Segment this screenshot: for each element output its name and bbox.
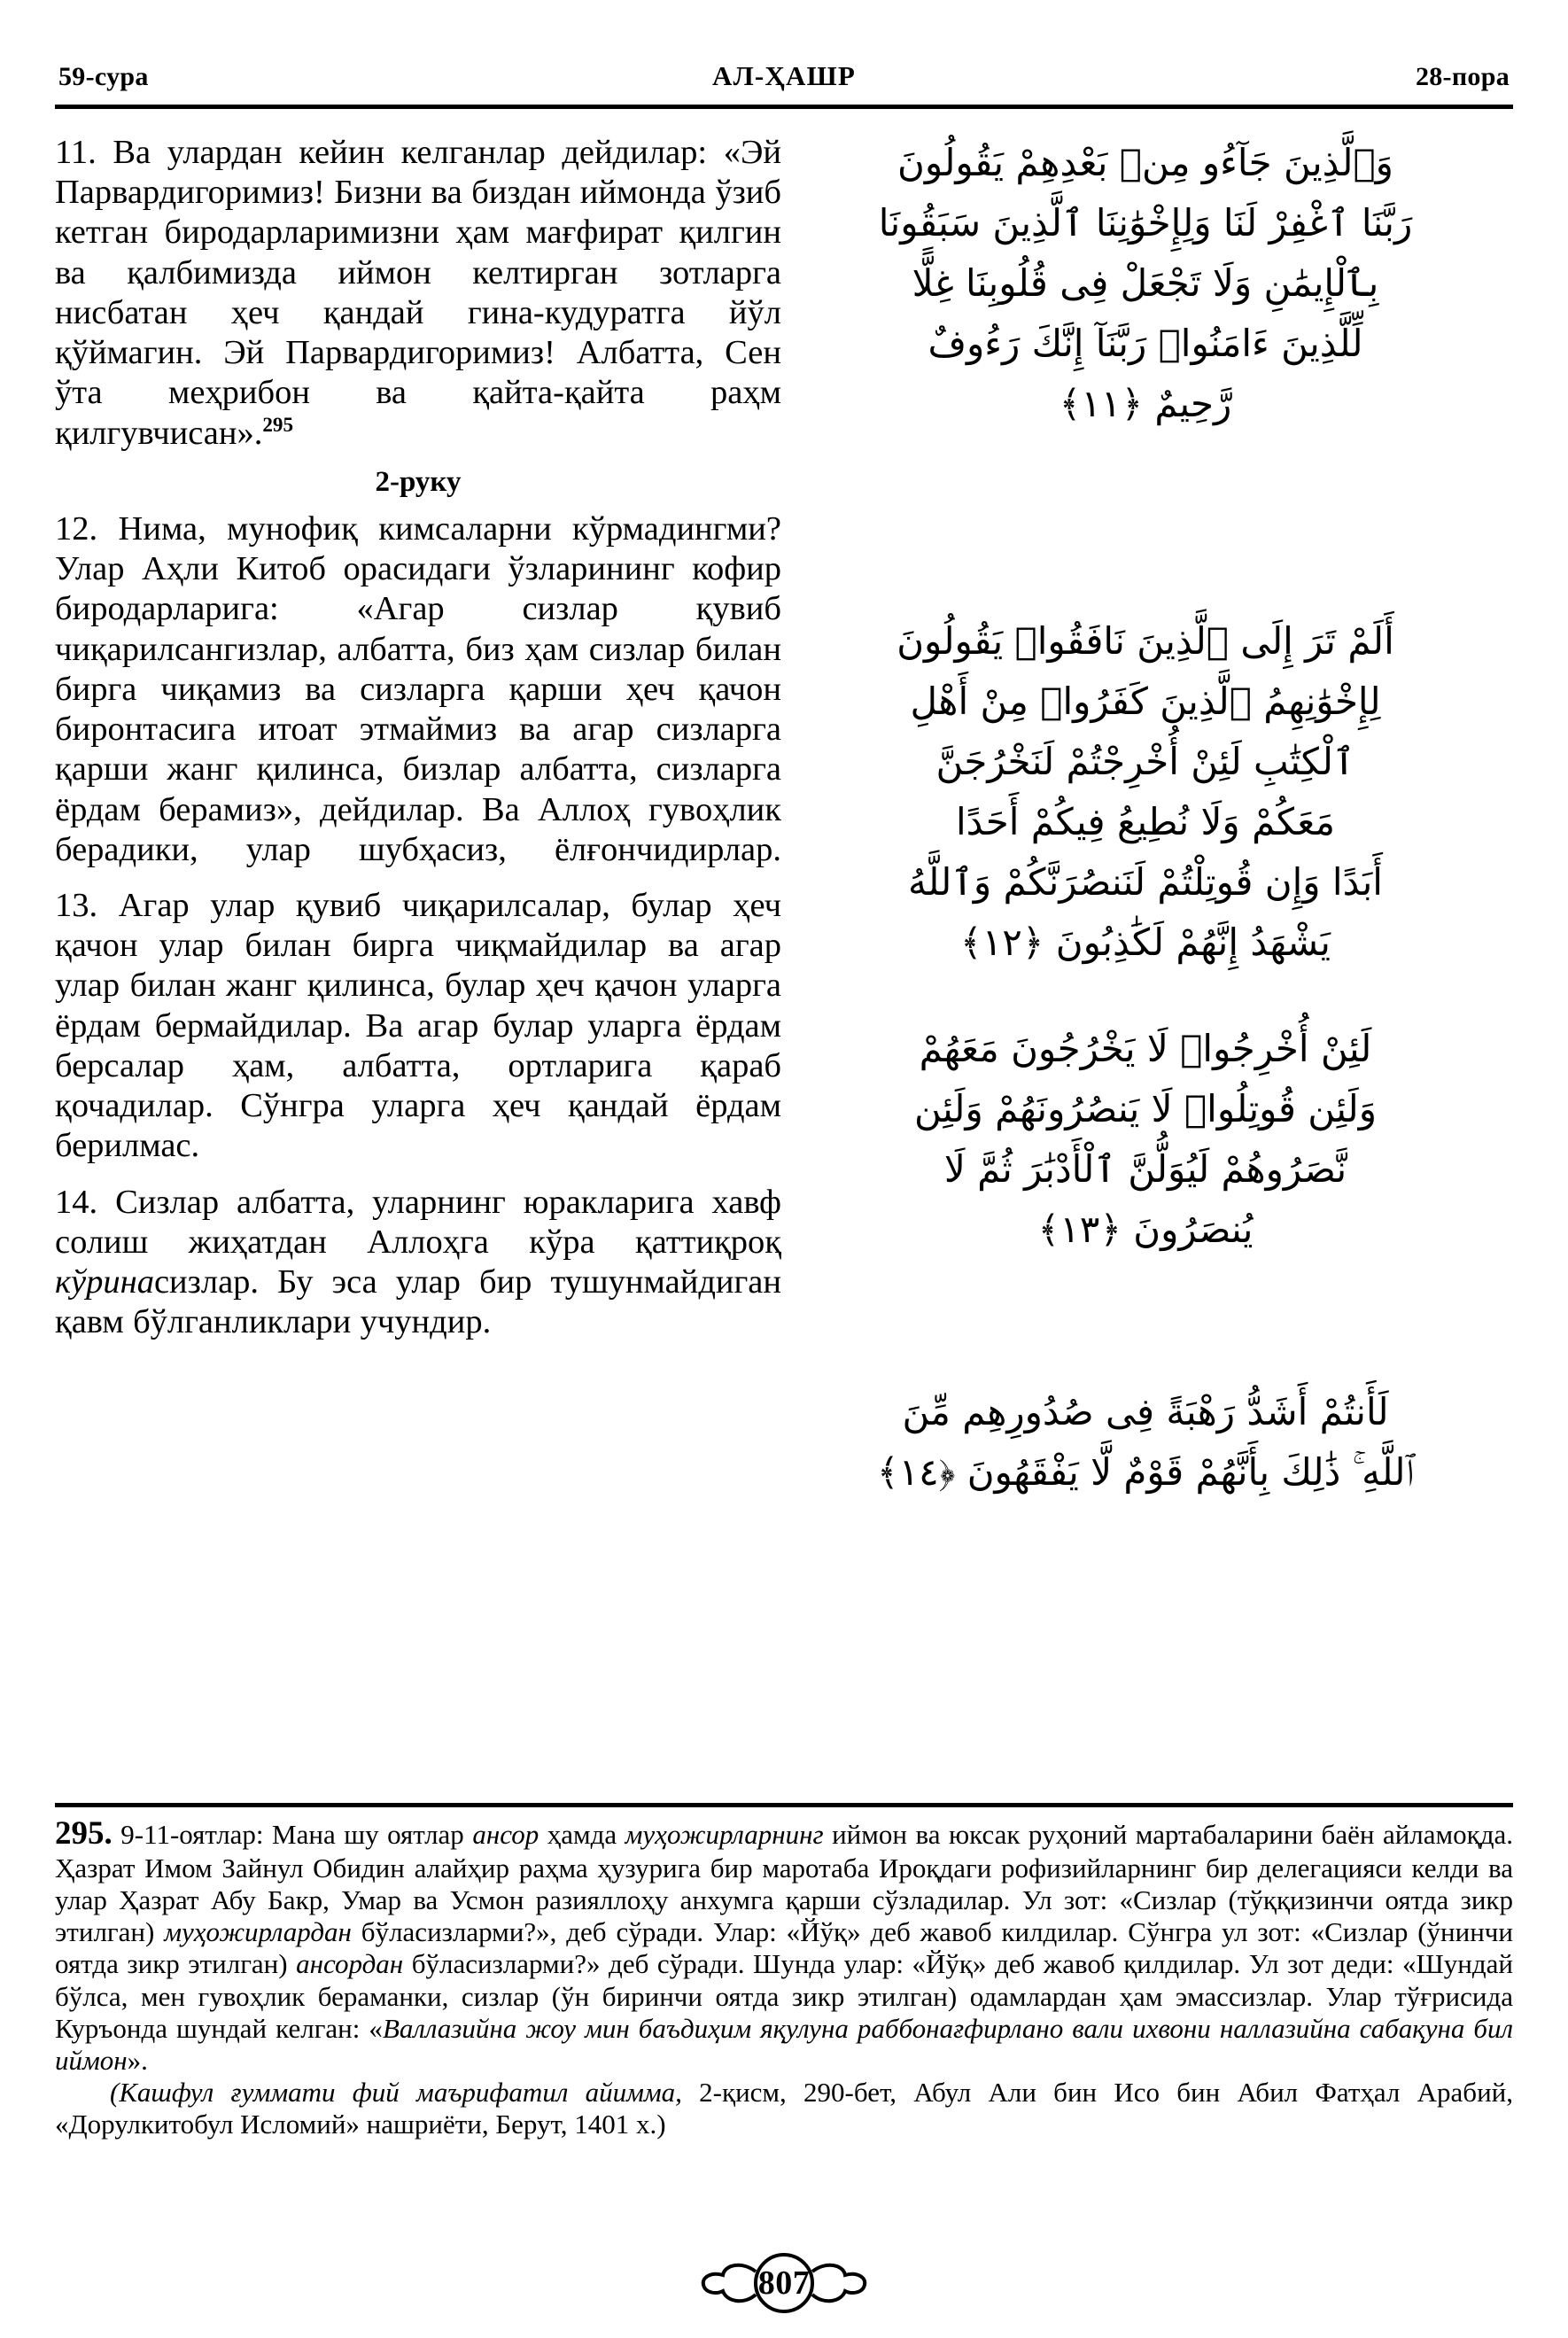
verse-text-11: Ва улардан кейин келганлар дейдилар: «Эй Парвардигоримиз! Бизни ва биздан иймонда ўзиб кетган биродарларимизни ҳам мағфират қилгин ва қалбимизда иймон келтирган зотларга нисбатан ҳеч қандай гина-кудуратга йўл қўймагин. Эй Парвардигоримиз! Албатта, Сен ўта меҳрибон ва қайта-қайта раҳм қилгувчисан». xyxy=(55,134,781,452)
running-head-surah-title: АЛ-ҲАШР xyxy=(712,60,856,91)
arabic-line-with-verse-marker: يَشْهَدُ إِنَّهُمْ لَكَٰذِبُونَ ﴿١٢﴾ xyxy=(960,920,1331,965)
verse-number-13: 13. xyxy=(55,886,98,924)
arabic-block-12 xyxy=(778,611,1513,973)
arabic-line: لِإِخْوَٰنِهِمُ ٱلَّذِينَ كَفَرُوا۟ مِنْ أَهْلِ xyxy=(910,680,1381,724)
arabic-line: نَّصَرُوهُمْ لَيُوَلُّنَّ ٱلْأَدْبَٰرَ ثُمَّ لَا xyxy=(943,1147,1347,1192)
arabic-line: بِٱلْإِيمَٰنِ وَلَا تَجْعَلْ فِى قُلُوبِنَا غِلًّا xyxy=(912,261,1379,306)
footnote-number: 295. xyxy=(55,1815,113,1852)
arabic-line: لِّلَّذِينَ ءَامَنُوا۟ رَبَّنَآ إِنَّكَ رَءُوفٌ xyxy=(928,322,1363,366)
verse-number-14: 14. xyxy=(55,1183,98,1221)
arabic-line: رَبَّنَا ٱغْفِرْ لَنَا وَلِإِخْوَٰنِنَا ٱلَّذِينَ سَبَقُونَا xyxy=(878,201,1413,245)
folio-ornament xyxy=(691,2250,877,2316)
running-head xyxy=(58,51,1510,92)
arabic-line-with-verse-marker: رَّحِيمٌ ﴿١١﴾ xyxy=(1059,382,1232,426)
translation-column xyxy=(55,133,781,1347)
verse-block-13 xyxy=(55,886,781,1167)
page-number: 807 xyxy=(757,2264,811,2302)
arabic-line: لَأَنتُمْ أَشَدُّ رَهْبَةً فِى صُدُورِهِم مِّنَ xyxy=(902,1390,1389,1433)
ruku-heading: 2-руку xyxy=(375,465,462,498)
verse-block-14 xyxy=(55,1183,781,1343)
arabic-line-with-verse-marker: يُنصَرُونَ ﴿١٣﴾ xyxy=(1037,1208,1254,1252)
arabic-block-11 xyxy=(778,133,1513,434)
arabic-line: أَبَدًا وَإِن قُوتِلْتُمْ لَنَنصُرَنَّكُمْ وَٱللَّهُ xyxy=(908,860,1383,905)
footnote-paragraph xyxy=(55,1814,1513,2077)
verse-text-12: Нима, мунофиқ кимсаларни кўрмадингми? Улар Аҳли Китоб орасидаги ўзларининг кофир биродарларига: «Агар сизлар қувиб чиқарилсангизлар, албатта, биз ҳам сизлар билан бирга чиқамиз ва сизларга қарши ҳеч қачон биронтасига итоат этмаймиз ва агар сизларга қарши жанг қилинса, бизлар албатта, сизларга ёрдам берамиз», дейдилар. Ва Аллоҳ гувоҳлик берадики, улар шубҳасиз, ёлғончидирлар. xyxy=(55,509,782,868)
body-area xyxy=(55,133,1513,1790)
footnote-text: 9-11-оятлар: Мана шу оятлар ансор ҳамда муҳожирларнинг иймон ва юксак руҳоний мартабаларини баён айламоқда. Ҳазрат Имом Зайнул Обидин алайҳир раҳма ҳузурига бир маротаба Ироқдаги рофизийларнинг бир делегацияси келди ва улар Ҳазрат Абу Бакр, Умар ва Усмон разияллоҳу анхумга қарши сўзладилар. Ул зот: «Сизлар (тўққизинчи оятда зикр этилган) муҳожирлардан бўласизларми?», деб сўради. Улар: «Йўқ» деб жавоб килдилар. Сўнгра ул зот: «Сизлар (ўнинчи оятда зикр этилган) ансордан бўласизларми?» деб сўради. Шунда улар: «Йўқ» деб жавоб қилдилар. Ул зот деди: «Шундай бўлса, мен гувоҳлик бераманки, сизлар (ўн биринчи оятда зикр этилган) одамлардан ҳам эмассизлар. Улар тўғрисида Куръонда шундай келган: «Валлазийна жоу мин баъдиҳим яқулуна раббонағфирлано вали ихвони наллазийна сабақуна бил иймон». xyxy=(55,1819,1513,2076)
verse-text-13: Агар улар қувиб чиқарилсалар, булар ҳеч қачон улар билан бирга чиқмайдилар ва агар улар билан жанг қилинса, булар ҳеч қачон уларга ёрдам бермайдилар. Ва агар булар уларга ёрдам берсалар ҳам, албатта, ортларига қараб қочадилар. Сўнгра уларга ҳеч қандай ёрдам берилмас. xyxy=(55,886,781,1165)
footnote-marker-295[interactable]: 295 xyxy=(262,412,294,436)
verse-block-12 xyxy=(55,509,781,870)
verse-text-14: Сизлар албатта, уларнинг юракларига хавф солиш жиҳатдан Аллоҳга кўра қаттиқроқ кўринасизлар. Бу эса улар бир тушунмайдиган қавм бўлганликлари учундир. xyxy=(55,1183,781,1341)
footnote-area xyxy=(55,1814,1513,2140)
arabic-line: وَلَئِن قُوتِلُوا۟ لَا يَنصُرُونَهُمْ وَلَئِن xyxy=(914,1087,1377,1131)
folio xyxy=(0,2250,1568,2316)
arabic-line: ٱلْكِتَٰبِ لَئِنْ أُخْرِجْتُمْ لَنَخْرُجَنَّ xyxy=(935,740,1355,784)
verse-number-11: 11. xyxy=(55,134,97,171)
footnote-source: (Кашфул ғуммати фий маърифатил айимма, 2-қисм, 290-бет, Абул Али бин Исо бин Абил Фатҳал Арабий, «Дорулкитобул Исломий» нашриёти, Берут, 1401 х.) xyxy=(55,2076,1514,2140)
arabic-line: أَلَمْ تَرَ إِلَى ٱلَّذِينَ نَافَقُوا۟ يَقُولُونَ xyxy=(897,619,1394,663)
arabic-line-with-verse-marker: ٱللَّهِ ۚ ذَٰلِكَ بِأَنَّهُمْ قَوْمٌ لَّا يَفْقَهُونَ ﴿١٤﴾ xyxy=(877,1450,1414,1495)
arabic-line: وَٱلَّذِينَ جَآءُو مِنۢ بَعْدِهِمْ يَقُولُونَ xyxy=(897,141,1393,184)
arabic-block-14 xyxy=(778,1382,1513,1503)
arabic-line: مَعَكُمْ وَلَا نُطِيعُ فِيكُمْ أَحَدًا xyxy=(956,800,1335,844)
running-head-left: 59-сура xyxy=(58,62,149,91)
running-head-right: 28-пора xyxy=(1415,62,1510,91)
verse-number-12: 12. xyxy=(55,509,98,548)
header-rule xyxy=(55,105,1513,109)
arabic-block-13 xyxy=(778,1019,1513,1260)
footnote-rule xyxy=(55,1803,1513,1807)
verse-block-11 xyxy=(55,133,781,454)
arabic-line: لَئِنْ أُخْرِجُوا۟ لَا يَخْرُجُونَ مَعَهُمْ xyxy=(919,1027,1372,1070)
